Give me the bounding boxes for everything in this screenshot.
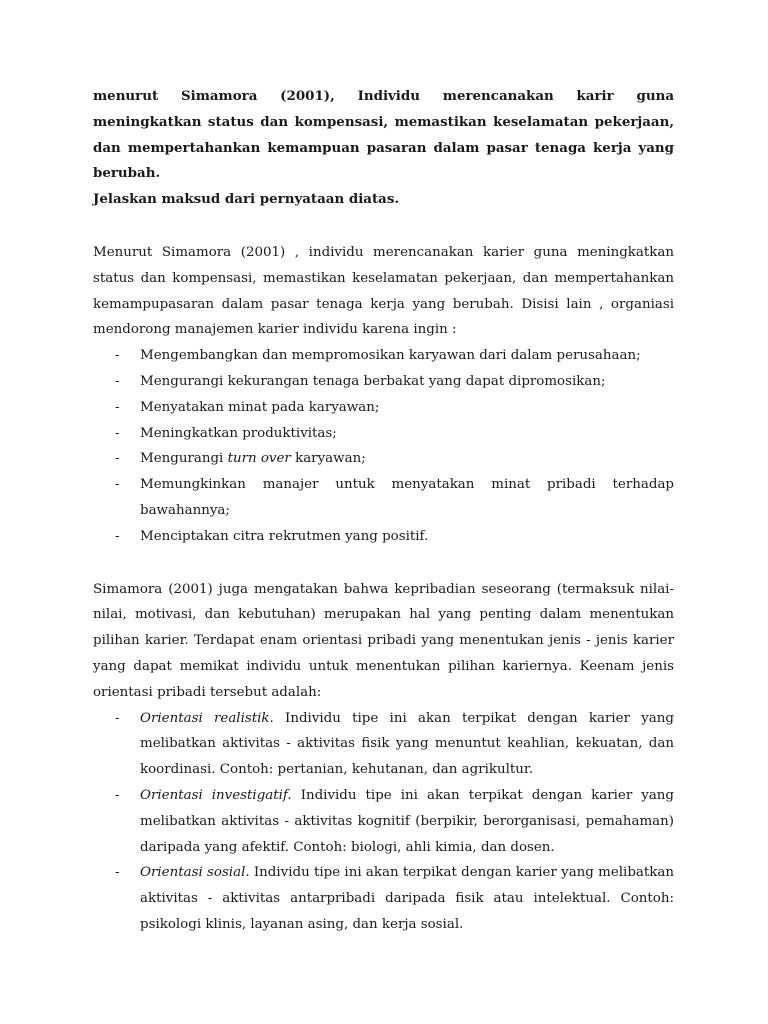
list-item: - Orientasi realistik. Individu tipe ini akan terpikat dengan karier yang melibatkan aktivitas - aktivitas fisik yang menuntut keahlian, kekuatan, dan koordinasi. Contoh: pertanian, kehutanan, dan agrikultur. <box>93 706 674 783</box>
orientation-title: Orientasi realistik. <box>140 710 274 726</box>
bullet-dash: - <box>115 477 120 493</box>
bullet-dash: - <box>115 348 120 364</box>
paragraph-gap <box>93 550 674 577</box>
bullet-dash: - <box>115 865 120 881</box>
list-item: - Mengurangi kekurangan tenaga berbakat yang dapat dipromosikan; <box>93 369 674 395</box>
orientation-title: Orientasi investigatif. <box>140 787 292 803</box>
list-item: - Orientasi sosial. Individu tipe ini akan terpikat dengan karier yang melibatkan aktivitas - aktivitas antarpribadi daripada fisik atau intelektual. Contoh: psikologi klinis, layanan asing, dan kerja sosial. <box>93 860 674 937</box>
question-paragraph <box>93 84 674 213</box>
bullet-dash: - <box>115 528 120 544</box>
bullet-dash: - <box>115 710 120 726</box>
list-item: - Meningkatkan produktivitas; <box>93 421 674 447</box>
bullet-dash: - <box>115 373 120 389</box>
intro-paragraph: Menurut Simamora (2001) , individu merencanakan karier guna meningkatkan status dan kompensasi, memastikan keselamatan pekerjaan, dan mempertahankan kemampupasaran dalam pasar tenaga kerja yang berubah. Disisi lain , organiasi mendorong manajemen karier individu karena ingin : <box>93 244 674 338</box>
question-statement: menurut Simamora (2001), Individu merencanakan karir guna meningkatkan status dan kompensasi, memastikan keselamatan pekerjaan, dan mempertahankan kemampuan pasaran dalam pasar tenaga kerja yang berubah. <box>93 88 674 182</box>
bullet-dash: - <box>115 451 120 467</box>
question-prompt: Jelaskan maksud dari pernyataan diatas. <box>93 191 400 208</box>
list-item: - Mengurangi turn over karyawan; <box>93 446 674 472</box>
orientation-title: Orientasi sosial <box>140 865 246 881</box>
italic-term: turn over <box>227 451 291 467</box>
bullet-dash: - <box>115 787 120 803</box>
bullet-dash: - <box>115 399 120 415</box>
personality-paragraph: Simamora (2001) juga mengatakan bahwa kepribadian seseorang (termaksuk nilai-nilai, motivasi, dan kebutuhan) merupakan hal yang penting dalam menentukan pilihan karier. Terdapat enam orientasi pribadi yang menentukan jenis - jenis karier yang dapat memikat individu untuk menentukan pilihan kariernya. Keenam jenis orientasi pribadi tersebut adalah: <box>93 581 674 700</box>
list-item: - Menyatakan minat pada karyawan; <box>93 395 674 421</box>
list-item: - Menciptakan citra rekrutmen yang positif. <box>93 524 674 550</box>
list-item: - Mengembangkan dan mempromosikan karyawan dari dalam perusahaan; <box>93 343 674 369</box>
list-item: - Orientasi investigatif. Individu tipe ini akan terpikat dengan karier yang melibatkan aktivitas - aktivitas kognitif (berpikir, berorganisasi, pemahaman) daripada yang afektif. Contoh: biologi, ahli kimia, dan dosen. <box>93 783 674 860</box>
list-item: - Memungkinkan manajer untuk menyatakan minat pribadi terhadap bawahannya; <box>93 472 674 524</box>
orientation-list <box>93 706 674 938</box>
bullet-dash: - <box>115 425 120 441</box>
paragraph-gap <box>93 213 674 240</box>
goals-list <box>93 343 674 549</box>
